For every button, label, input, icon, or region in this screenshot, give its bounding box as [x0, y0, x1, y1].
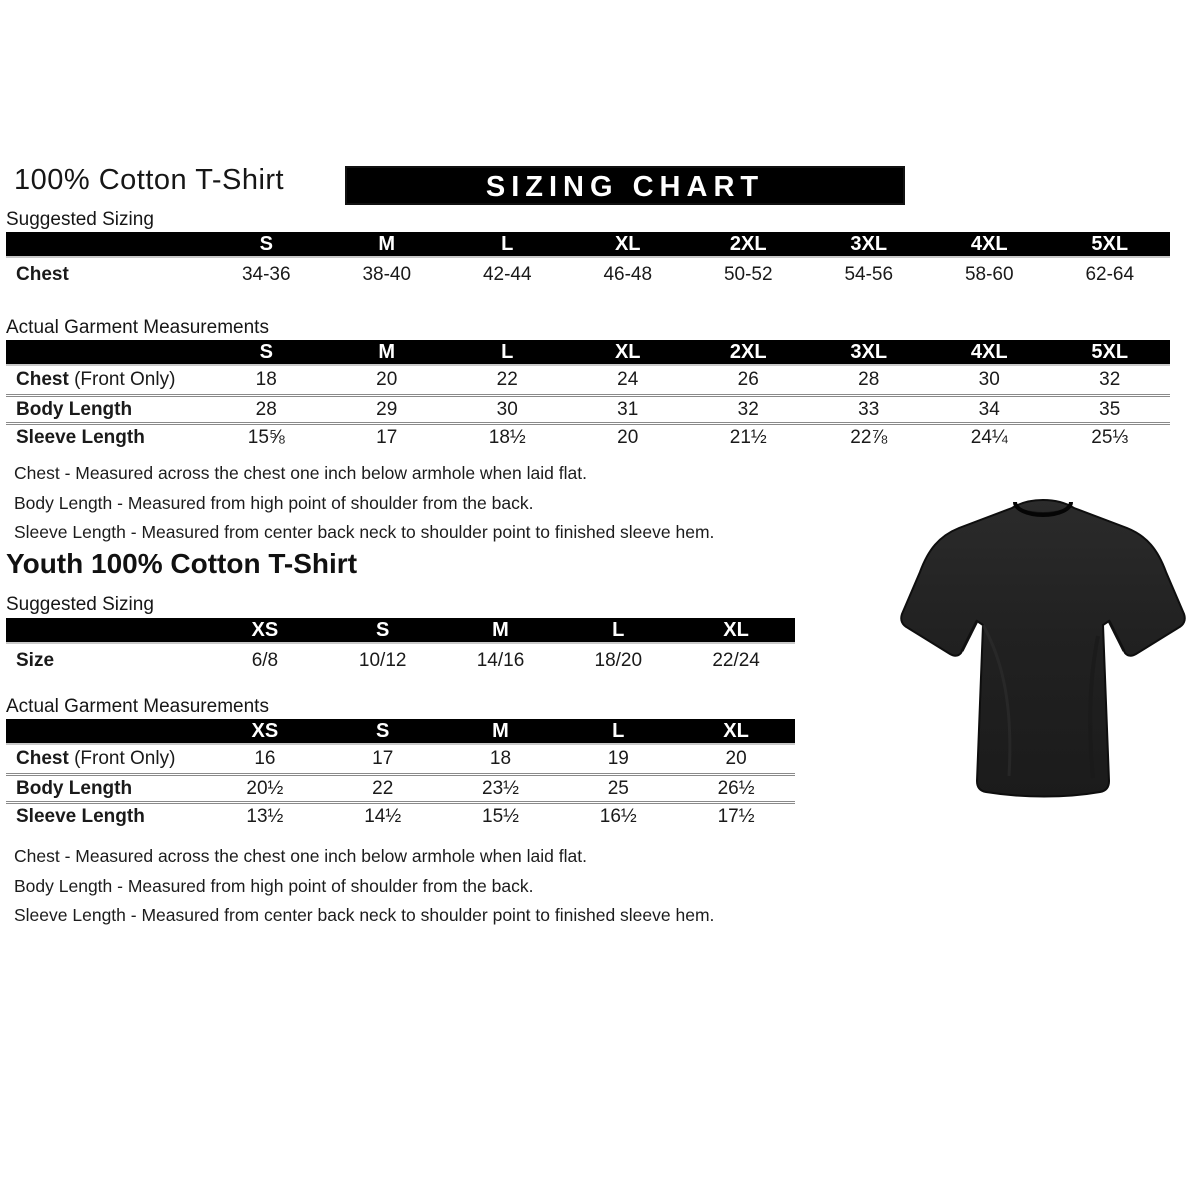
- youth-suggested-sizing-label: Suggested Sizing: [6, 594, 154, 615]
- table-row: [6, 644, 795, 677]
- measurement-cell: 22⅞: [850, 426, 888, 448]
- measurement-cell: 16½: [599, 805, 637, 827]
- measurement-cell: 18½: [488, 426, 526, 448]
- adult-suggested-sizing-label: Suggested Sizing: [6, 209, 154, 230]
- size-column-header: XL: [723, 618, 749, 641]
- youth-section-title: Youth 100% Cotton T-Shirt: [6, 548, 358, 579]
- measurement-cell: 24: [617, 369, 639, 390]
- sizing-chart-banner: SIZING CHART: [345, 166, 905, 205]
- size-column-header: S: [376, 618, 390, 641]
- size-column-header: 2XL: [729, 232, 767, 255]
- table-header-row: [6, 232, 1170, 258]
- measurement-cell: 19: [607, 748, 629, 769]
- size-column-header: 5XL: [1091, 232, 1129, 255]
- measurement-cell: 34: [978, 398, 1000, 420]
- size-column-header: XS: [251, 618, 279, 641]
- measurement-cell: 28: [858, 369, 880, 390]
- size-column-header: XL: [723, 719, 749, 742]
- measurement-cell: 32: [1099, 369, 1121, 390]
- measurement-cell: 22: [496, 369, 518, 390]
- measurement-cell: 42-44: [482, 263, 532, 285]
- measurement-cell: 29: [376, 398, 398, 420]
- table-header-row: [6, 719, 795, 745]
- measurement-cell: 34-36: [241, 263, 291, 285]
- table-row: [6, 801, 795, 829]
- size-column-header: M: [378, 340, 396, 363]
- measurement-cell: 18/20: [594, 649, 643, 671]
- row-label: Body Length: [16, 777, 133, 799]
- size-column-header: M: [378, 232, 396, 255]
- measurement-cell: 14½: [364, 805, 402, 827]
- row-label: Body Length: [16, 398, 133, 420]
- measurement-cell: 17: [372, 748, 394, 769]
- adult-actual-measurements-table: [6, 340, 1170, 450]
- youth-actual-measurements-label: Actual Garment Measurements: [6, 696, 269, 717]
- page-title: 100% Cotton T-Shirt: [14, 164, 285, 196]
- measurement-cell: 30: [496, 398, 518, 420]
- adult-actual-measurements-label: Actual Garment Measurements: [6, 317, 269, 338]
- row-label: Chest (Front Only): [16, 748, 176, 769]
- chest-note: Chest - Measured across the chest one inch below armhole when laid flat.: [14, 846, 587, 866]
- adult-measurement-notes: [14, 459, 714, 548]
- chest-note: Chest - Measured across the chest one inch below armhole when laid flat.: [14, 463, 587, 483]
- size-column-header: M: [492, 719, 509, 742]
- size-column-header: L: [612, 719, 625, 742]
- size-column-header: 3XL: [850, 340, 888, 363]
- adult-suggested-sizing-table: [6, 232, 1170, 291]
- measurement-cell: 13½: [246, 805, 284, 827]
- measurement-cell: 16: [254, 748, 276, 769]
- body-length-note: Body Length - Measured from high point of shoulder from the back.: [14, 492, 534, 513]
- table-row: [6, 366, 1170, 394]
- measurement-cell: 20½: [246, 777, 284, 799]
- size-column-header: XL: [614, 340, 641, 363]
- measurement-cell: 23½: [482, 777, 519, 799]
- size-column-header: 4XL: [970, 232, 1008, 255]
- measurement-cell: 24¼: [970, 426, 1008, 448]
- measurement-cell: 50-52: [723, 263, 773, 285]
- table-row: [6, 394, 1170, 422]
- measurement-cell: 15½: [482, 805, 519, 827]
- measurement-cell: 38-40: [362, 263, 412, 285]
- measurement-cell: 10/12: [358, 649, 407, 671]
- size-column-header: 4XL: [970, 340, 1008, 363]
- sleeve-length-note: Sleeve Length - Measured from center back neck to shoulder point to finished sleeve hem.: [14, 905, 715, 925]
- measurement-cell: 20: [617, 426, 639, 448]
- measurement-cell: 28: [255, 398, 277, 420]
- measurement-cell: 20: [725, 748, 747, 769]
- measurement-cell: 25: [607, 777, 629, 799]
- measurement-cell: 46-48: [603, 263, 653, 285]
- table-header-row: [6, 618, 795, 644]
- measurement-cell: 17: [376, 426, 398, 448]
- size-column-header: 5XL: [1091, 340, 1129, 363]
- size-column-header: S: [259, 340, 273, 363]
- measurement-cell: 14/16: [476, 649, 525, 671]
- size-column-header: XS: [251, 719, 279, 742]
- size-column-header: 2XL: [729, 340, 767, 363]
- measurement-cell: 22/24: [712, 649, 760, 671]
- table-row: [6, 745, 795, 773]
- size-column-header: M: [492, 618, 509, 641]
- measurement-cell: 18: [489, 748, 512, 769]
- size-column-header: L: [501, 340, 514, 363]
- row-label: Chest: [16, 263, 69, 285]
- youth-actual-measurements-table: [6, 719, 795, 829]
- table-row: [6, 422, 1170, 450]
- youth-suggested-sizing-table: [6, 618, 795, 677]
- measurement-cell: 58-60: [964, 263, 1014, 285]
- black-tshirt-image: [893, 486, 1193, 806]
- measurement-cell: 15⅝: [247, 426, 285, 448]
- measurement-cell: 31: [617, 398, 639, 420]
- row-label: Chest (Front Only): [16, 369, 176, 390]
- size-column-header: S: [259, 232, 273, 255]
- size-column-header: L: [501, 232, 514, 255]
- table-row: [6, 258, 1170, 291]
- size-column-header: S: [376, 719, 390, 742]
- youth-measurement-notes: [14, 842, 714, 931]
- measurement-cell: 22: [372, 777, 394, 799]
- measurement-cell: 30: [978, 369, 1000, 390]
- measurement-cell: 25⅓: [1091, 426, 1129, 448]
- measurement-cell: 32: [737, 398, 759, 420]
- body-length-note: Body Length - Measured from high point of shoulder from the back.: [14, 875, 534, 896]
- measurement-cell: 26½: [717, 777, 755, 799]
- measurement-cell: 18: [255, 369, 277, 390]
- sleeve-length-note: Sleeve Length - Measured from center back neck to shoulder point to finished sleeve hem.: [14, 522, 715, 542]
- measurement-cell: 20: [376, 369, 398, 390]
- measurement-cell: 17½: [717, 805, 755, 827]
- measurement-cell: 62-64: [1085, 263, 1135, 285]
- size-column-header: L: [612, 618, 625, 641]
- measurement-cell: 21½: [729, 426, 767, 448]
- row-label: Sleeve Length: [16, 426, 145, 448]
- measurement-cell: 33: [858, 398, 880, 420]
- measurement-cell: 26: [737, 369, 759, 390]
- measurement-cell: 54-56: [844, 263, 894, 285]
- size-column-header: 3XL: [850, 232, 888, 255]
- table-header-row: [6, 340, 1170, 366]
- measurement-cell: 35: [1099, 398, 1121, 420]
- row-label: Size: [16, 649, 55, 671]
- row-label: Sleeve Length: [16, 805, 145, 827]
- table-row: [6, 773, 795, 801]
- size-column-header: XL: [614, 232, 641, 255]
- measurement-cell: 6/8: [251, 649, 279, 671]
